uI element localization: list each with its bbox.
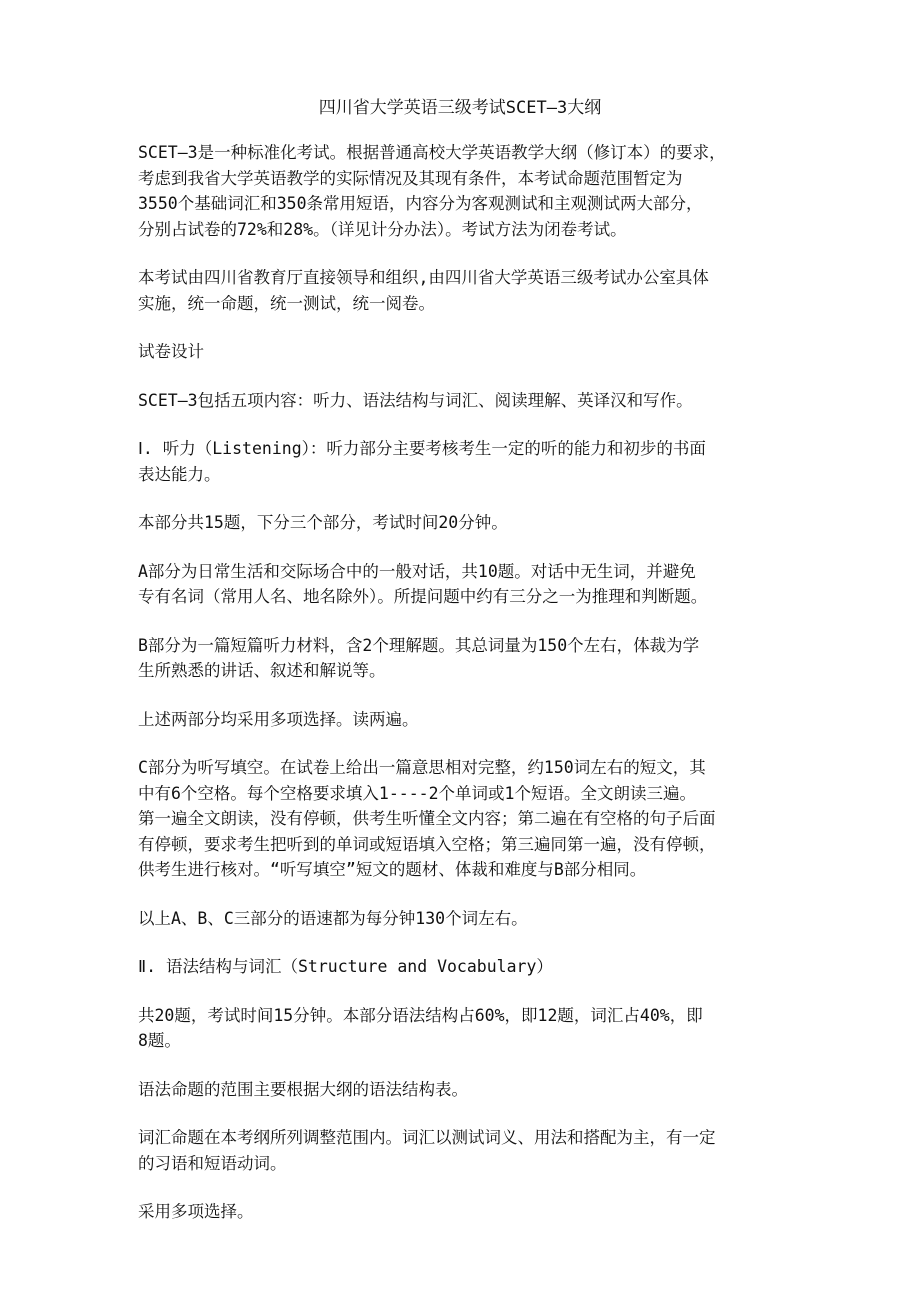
paragraph-line: 实施，统一命题，统一测试，统一阅卷。 bbox=[138, 293, 435, 313]
paragraph-line: 供考生进行核对。“听写填空”短文的题材、体裁和难度与B部分相同。 bbox=[138, 860, 647, 879]
paragraph-line: 采用多项选择。 bbox=[138, 1202, 254, 1221]
paragraph bbox=[138, 707, 788, 733]
paragraph-line: 表达能力。 bbox=[138, 464, 221, 484]
paragraph-line: 语法命题的范围主要根据大纲的语法结构表。 bbox=[138, 1079, 468, 1099]
paragraph-line: 8题。 bbox=[138, 1031, 181, 1050]
paragraph-line: C部分为听写填空。在试卷上给出一篇意思相对完整，约150词左右的短文，其 bbox=[138, 758, 706, 777]
paragraph bbox=[138, 1003, 788, 1054]
paragraph bbox=[138, 1077, 788, 1103]
paragraph-line: Ⅱ. 语法结构与词汇（Structure and Vocabulary） bbox=[138, 957, 553, 976]
paragraph bbox=[138, 265, 788, 316]
paragraph bbox=[138, 633, 788, 684]
paragraph bbox=[138, 1199, 788, 1225]
paragraph-line: 3550个基础词汇和350条常用短语，内容分为客观测试和主观测试两大部分， bbox=[138, 194, 703, 213]
paragraph-line: SCET—3包括五项内容：听力、语法结构与词汇、阅读理解、英译汉和写作。 bbox=[138, 390, 693, 410]
paragraph bbox=[138, 954, 788, 980]
paragraph-line: B部分为一篇短篇听力材料，含2个理解题。其总词量为150个左右，体裁为学 bbox=[138, 635, 700, 655]
paragraph-line: 有停顿，要求考生把听到的单词或短语填入空格；第三遍同第一遍，没有停顿， bbox=[138, 834, 716, 854]
paragraph bbox=[138, 339, 788, 365]
paragraph bbox=[138, 510, 788, 536]
paragraph-line: SCET—3是一种标准化考试。根据普通高校大学英语教学大纲（修订本）的要求， bbox=[138, 143, 726, 162]
paragraph bbox=[138, 906, 788, 932]
paragraph-line: 试卷设计 bbox=[138, 342, 204, 361]
document-body bbox=[138, 140, 788, 1248]
paragraph bbox=[138, 1125, 788, 1176]
paragraph-line: 分别占试卷的72%和28%。（详见计分办法）。考试方法为闭卷考试。 bbox=[138, 219, 627, 239]
paragraph-line: 生所熟悉的讲话、叙述和解说等。 bbox=[138, 661, 386, 680]
paragraph bbox=[138, 559, 788, 610]
paragraph-line: 本考试由四川省教育厅直接领导和组织,由四川省大学英语三级考试办公室具体 bbox=[138, 268, 709, 287]
paragraph bbox=[138, 140, 788, 242]
paragraph-line: 专有名词（常用人名、地名除外）。所提问题中约有三分之一为推理和判断题。 bbox=[138, 587, 708, 606]
paragraph-line: 词汇命题在本考纲所列调整范围内。词汇以测试词义、用法和搭配为主，有一定 bbox=[138, 1128, 716, 1147]
paragraph-line: 本部分共15题，下分三个部分，考试时间20分钟。 bbox=[138, 513, 508, 532]
paragraph-line: 考虑到我省大学英语教学的实际情况及其现有条件，本考试命题范围暂定为 bbox=[138, 168, 683, 188]
paragraph-line: 以上A、B、C三部分的语速都为每分钟130个词左右。 bbox=[138, 908, 528, 928]
document-title: 四川省大学英语三级考试SCET—3大纲 bbox=[318, 98, 602, 118]
paragraph-line: A部分为日常生活和交际场合中的一般对话，共10题。对话中无生词，并避免 bbox=[138, 561, 696, 581]
paragraph bbox=[138, 755, 788, 883]
paragraph-line: 中有6个空格。每个空格要求填入1----2个单词或1个短语。全文朗读三遍。 bbox=[138, 783, 696, 803]
paragraph-line: Ⅰ. 听力（Listening）：听力部分主要考核考生一定的听的能力和初步的书面 bbox=[138, 439, 706, 458]
paragraph-line: 共20题，考试时间15分钟。本部分语法结构占60%，即12题，词汇占40%，即 bbox=[138, 1005, 703, 1025]
paragraph-line: 上述两部分均采用多项选择。读两遍。 bbox=[138, 709, 419, 729]
paragraph bbox=[138, 388, 788, 414]
paragraph-line: 的习语和短语动词。 bbox=[138, 1153, 287, 1173]
paragraph-line: 第一遍全文朗读，没有停顿，供考生听懂全文内容；第二遍在有空格的句子后面 bbox=[138, 809, 716, 828]
paragraph bbox=[138, 436, 788, 487]
